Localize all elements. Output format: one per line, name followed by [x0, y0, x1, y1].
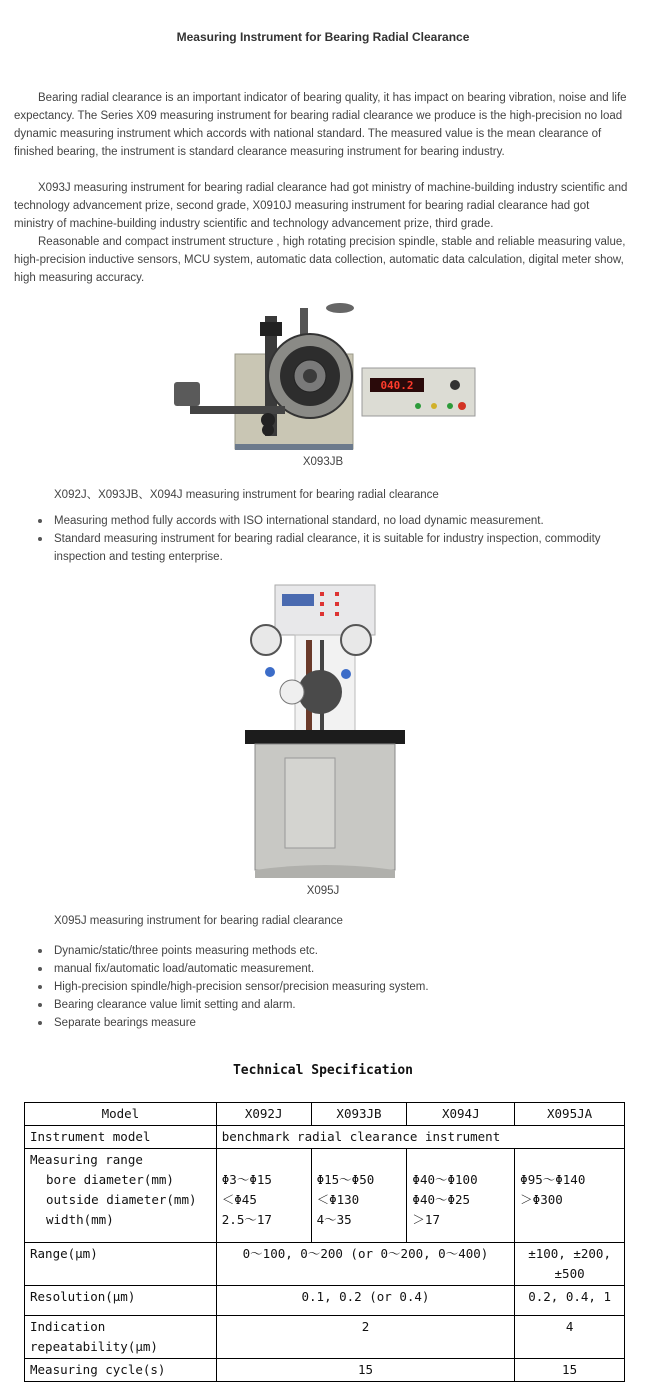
x095ja-outside: ＞Φ300 [520, 1192, 563, 1207]
table-row [25, 1316, 625, 1359]
x095j-instrument-photo [240, 580, 410, 882]
row-label [25, 1149, 217, 1243]
table-row [25, 1286, 625, 1316]
table-cell: 0.1, 0.2 (or 0.4) [216, 1286, 514, 1316]
x093jb-display-value: 040.2 [380, 379, 414, 392]
x093jb-instrument-photo [170, 296, 480, 454]
x092j-bore: Φ3～Φ15 [221, 1172, 272, 1187]
header-cell: X094J [407, 1103, 515, 1126]
spec-title: Technical Specification [232, 1063, 413, 1078]
list-item: Standard measuring instrument for bearing radial clearance, it is suitable for industry inspection, commodity inspection and testing enterprise. [0, 530, 614, 566]
table-cell: 2 [216, 1316, 514, 1359]
header-cell: X093JB [311, 1103, 407, 1126]
width-label: width(mm) [46, 1212, 114, 1227]
figure1-note: X092J、X093JB、X094J measuring instrument for bearing radial clearance [54, 489, 439, 501]
row-label: Measuring cycle(s) [25, 1359, 217, 1382]
list-item: Dynamic/static/three points measuring methods etc. [0, 942, 600, 960]
x094j-bore: Φ40～Φ100 [412, 1172, 478, 1187]
spec-table [24, 1102, 625, 1382]
row-label: Resolution(μm) [25, 1286, 217, 1316]
header-cell: X095JA [515, 1103, 625, 1126]
table-cell: 15 [216, 1359, 514, 1382]
x093jb-outside: ＜Φ130 [316, 1192, 360, 1207]
table-row [25, 1359, 625, 1382]
table-cell [311, 1149, 407, 1243]
outside-label: outside diameter(mm) [46, 1192, 197, 1207]
table-cell: 15 [515, 1359, 625, 1382]
table-cell [407, 1149, 515, 1243]
x095ja-bore: Φ95～Φ140 [520, 1172, 586, 1187]
measuring-range-label: Measuring range [30, 1152, 143, 1167]
table-cell [216, 1149, 311, 1243]
table-row [25, 1103, 625, 1126]
x094j-outside: Φ40～Φ25 [412, 1192, 471, 1207]
intro-paragraph-1: Bearing radial clearance is an important indicator of bearing quality, it has impact on bearing vibration, noise and life expectancy. The Series X09 measuring instrument for bearing radial clearance we produce is the high-precision no load dynamic measuring instrument which accords with national standard. The measured value is the mean clearance of finished bearing, the instrument is standard clearance measuring instrument for bearing industry. [14, 92, 627, 158]
figure2-note: X095J measuring instrument for bearing radial clearance [54, 915, 343, 927]
bore-label: bore diameter(mm) [46, 1172, 174, 1187]
table-row [25, 1126, 625, 1149]
table-row [25, 1243, 625, 1286]
figure2-caption: X095J [306, 885, 340, 897]
table-cell: 0～100, 0～200 (or 0～200, 0～400) [216, 1243, 514, 1286]
figure1-caption: X093JB [302, 456, 344, 468]
table-cell: 4 [515, 1316, 625, 1359]
intro-paragraph-2: X093J measuring instrument for bearing radial clearance had got ministry of machine-building industry scientific and technology advancement prize, second grade, X0910J measuring instrument for bearing radial clearance had got ministry of machine-building industry scientific and technology advancement prize, third grade. [14, 182, 628, 230]
list-item: Measuring method fully accords with ISO international standard, no load dynamic measurement. [0, 512, 600, 530]
table-cell: 0.2, 0.4, 1 [515, 1286, 625, 1316]
header-cell: Model [25, 1103, 217, 1126]
table-cell: benchmark radial clearance instrument [216, 1126, 624, 1149]
header-cell: X092J [216, 1103, 311, 1126]
list-item: manual fix/automatic load/automatic measurement. [0, 960, 600, 978]
page-title: Measuring Instrument for Bearing Radial Clearance [176, 30, 470, 44]
x094j-width: ＞17 [412, 1212, 440, 1227]
x093jb-width: 4～35 [316, 1212, 352, 1227]
row-label: Range(μm) [25, 1243, 217, 1286]
table-cell: ±100, ±200, ±500 [515, 1243, 625, 1286]
x093jb-bore: Φ15～Φ50 [316, 1172, 375, 1187]
intro-paragraph-3: Reasonable and compact instrument structure , high rotating precision spindle, stable and reliable measuring value, high-precision inductive sensors, MCU system, automatic data collection, automatic data calculation, digital meter show, high measuring accuracy. [14, 236, 626, 284]
x092j-outside: ＜Φ45 [221, 1192, 257, 1207]
figure1-features [0, 512, 600, 566]
table-cell [515, 1149, 625, 1243]
list-item: Bearing clearance value limit setting and alarm. [0, 996, 600, 1014]
row-label: Instrument model [25, 1126, 217, 1149]
figure2-features [0, 942, 600, 1032]
table-row [25, 1149, 625, 1243]
list-item: High-precision spindle/high-precision sensor/precision measuring system. [0, 978, 600, 996]
row-label: Indication repeatability(μm) [25, 1316, 217, 1359]
x092j-width: 2.5～17 [221, 1212, 272, 1227]
list-item: Separate bearings measure [0, 1014, 600, 1032]
